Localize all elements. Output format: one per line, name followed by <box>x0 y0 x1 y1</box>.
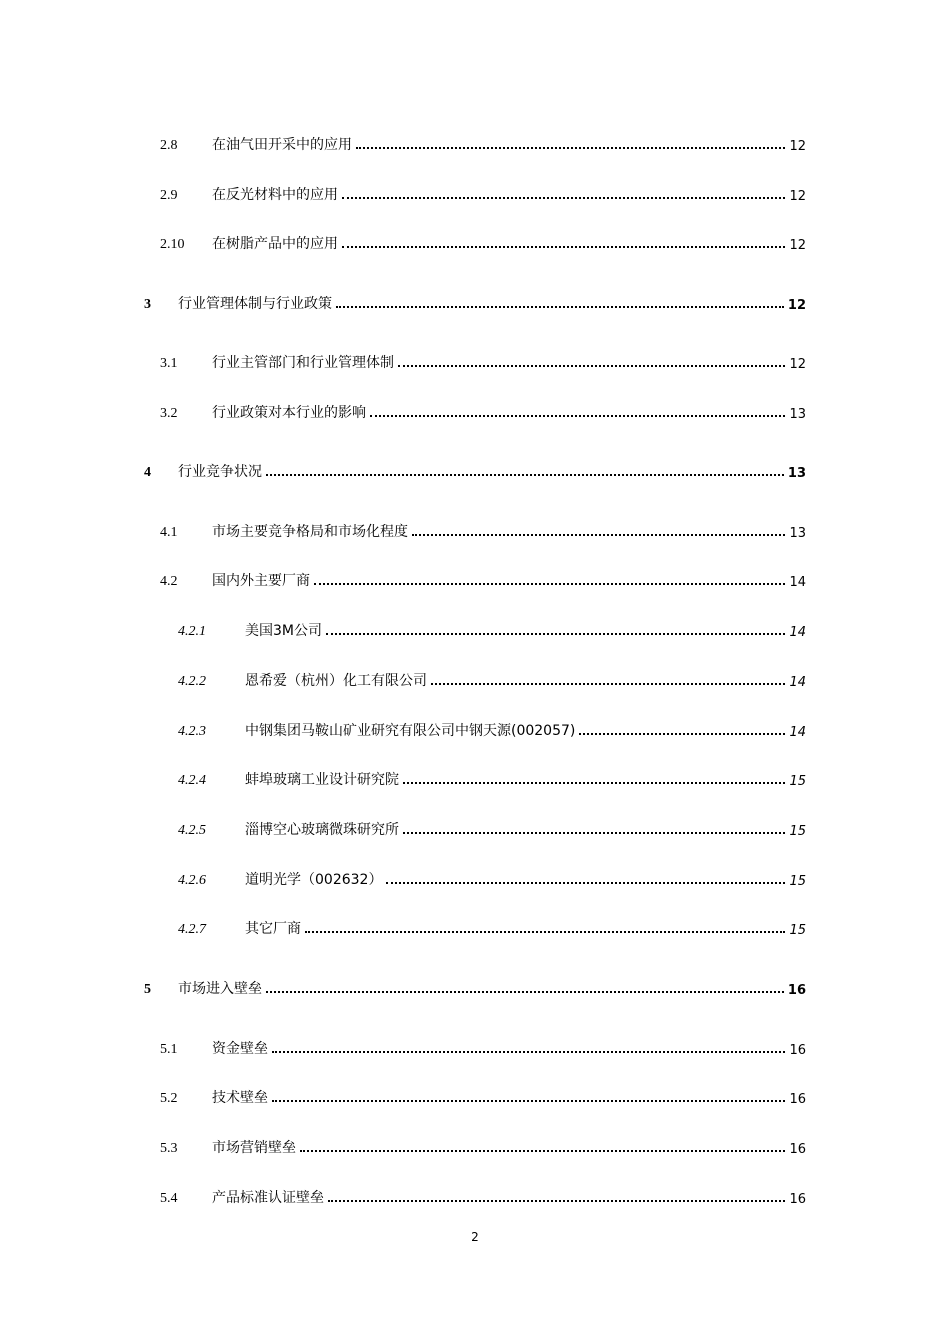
toc-entry-number: 4.2.3 <box>178 724 206 739</box>
toc-entry-subsection[interactable] <box>178 914 806 938</box>
toc-entry-page: 16 <box>789 1142 806 1157</box>
toc-entry-subsection[interactable] <box>178 666 806 690</box>
toc-entry-page: 14 <box>789 725 806 740</box>
toc-entry-page: 13 <box>789 407 806 422</box>
toc-entry[interactable] <box>160 348 806 372</box>
toc-entry-subsection[interactable] <box>178 716 806 740</box>
toc-dot-leader <box>579 733 785 735</box>
toc-entry-page: 16 <box>787 983 806 998</box>
toc-entry[interactable] <box>160 180 806 204</box>
page-number-footer: 2 <box>471 1230 479 1244</box>
toc-entry-number: 4 <box>144 465 151 480</box>
toc-entry-page: 16 <box>789 1092 806 1107</box>
toc-entry[interactable] <box>160 566 806 590</box>
toc-entry-number: 5.3 <box>160 1141 178 1156</box>
toc-dot-leader <box>342 197 785 199</box>
toc-entry-title: 行业政策对本行业的影响 <box>212 405 366 421</box>
toc-entry-number: 5.4 <box>160 1191 178 1206</box>
toc-entry-page: 15 <box>789 874 806 889</box>
toc-dot-leader <box>431 683 785 685</box>
toc-entry-chapter[interactable] <box>144 289 806 313</box>
toc-entry-title: 市场营销壁垒 <box>212 1140 296 1156</box>
toc-entry-title: 市场主要竞争格局和市场化程度 <box>212 524 408 540</box>
toc-entry-number: 4.1 <box>160 525 178 540</box>
toc-entry-number: 5.2 <box>160 1091 178 1106</box>
toc-entry-page: 13 <box>787 466 806 481</box>
toc-dot-leader <box>328 1200 785 1202</box>
toc-entry-title: 国内外主要厂商 <box>212 573 310 589</box>
toc-entry-number: 4.2.4 <box>178 773 206 788</box>
toc-entry[interactable] <box>160 229 806 253</box>
toc-entry-page: 14 <box>789 675 806 690</box>
toc-entry-title: 在树脂产品中的应用 <box>212 236 338 252</box>
toc-entry[interactable] <box>160 1133 806 1157</box>
toc-entry-title: 其它厂商 <box>245 921 301 937</box>
toc-entry-page: 12 <box>789 238 806 253</box>
toc-entry-number: 5 <box>144 982 151 997</box>
toc-entry-page: 16 <box>789 1043 806 1058</box>
toc-dot-leader <box>266 474 784 476</box>
toc-dot-leader <box>403 832 785 834</box>
toc-entry-title: 技术壁垒 <box>212 1090 268 1106</box>
toc-entry[interactable] <box>160 398 806 422</box>
toc-dot-leader <box>326 633 785 635</box>
toc-dot-leader <box>412 534 785 536</box>
toc-entry-title: 行业管理体制与行业政策 <box>178 296 332 312</box>
toc-entry-number: 4.2.7 <box>178 922 206 937</box>
toc-entry-number: 3.2 <box>160 406 178 421</box>
toc-entry-title: 行业主管部门和行业管理体制 <box>212 355 394 371</box>
toc-dot-leader <box>398 365 785 367</box>
toc-entry-page: 15 <box>789 824 806 839</box>
toc-dot-leader <box>386 882 785 884</box>
toc-entry-number: 3.1 <box>160 356 178 371</box>
toc-entry-page: 15 <box>789 774 806 789</box>
toc-entry[interactable] <box>160 130 806 154</box>
toc-entry-page: 14 <box>789 575 806 590</box>
toc-entry-number: 2.8 <box>160 138 178 153</box>
toc-dot-leader <box>336 306 784 308</box>
toc-entry-number: 4.2.6 <box>178 873 206 888</box>
toc-entry-title: 道明光学（002632） <box>245 872 383 888</box>
toc-entry-chapter[interactable] <box>144 974 806 998</box>
toc-entry-title: 恩希爱（杭州）化工有限公司 <box>245 673 427 689</box>
toc-entry-title: 在油气田开采中的应用 <box>212 137 352 153</box>
toc-entry-title: 美国3M公司 <box>245 623 322 639</box>
toc-entry[interactable] <box>160 1083 806 1107</box>
toc-entry-number: 4.2.2 <box>178 674 206 689</box>
toc-dot-leader <box>403 782 785 784</box>
toc-entry-title: 蚌埠玻璃工业设计研究院 <box>245 772 399 788</box>
toc-entry-number: 4.2.5 <box>178 823 206 838</box>
toc-entry-subsection[interactable] <box>178 815 806 839</box>
toc-entry-title: 淄博空心玻璃微珠研究所 <box>245 822 399 838</box>
toc-dot-leader <box>314 583 785 585</box>
toc-entry-title: 产品标准认证壁垒 <box>212 1190 324 1206</box>
toc-dot-leader <box>300 1150 785 1152</box>
toc-dot-leader <box>266 991 784 993</box>
toc-entry-page: 12 <box>789 357 806 372</box>
toc-entry-number: 3 <box>144 297 151 312</box>
toc-entry-page: 12 <box>789 139 806 154</box>
toc-dot-leader <box>305 931 785 933</box>
toc-entry-page: 14 <box>789 625 806 640</box>
toc-entry-title: 资金壁垒 <box>212 1041 268 1057</box>
toc-entry[interactable] <box>160 1183 806 1207</box>
toc-entry-title: 中钢集团马鞍山矿业研究有限公司中钢天源(002057) <box>245 723 576 739</box>
toc-dot-leader <box>342 246 785 248</box>
toc-entry-subsection[interactable] <box>178 616 806 640</box>
toc-entry-number: 2.9 <box>160 188 178 203</box>
toc-dot-leader <box>272 1051 785 1053</box>
toc-entry-number: 4.2.1 <box>178 624 206 639</box>
toc-entry-number: 4.2 <box>160 574 178 589</box>
toc-entry-number: 5.1 <box>160 1042 178 1057</box>
toc-dot-leader <box>370 415 785 417</box>
toc-entry-page: 16 <box>789 1192 806 1207</box>
toc-entry-subsection[interactable] <box>178 765 806 789</box>
toc-entry-chapter[interactable] <box>144 457 806 481</box>
toc-entry-page: 12 <box>789 189 806 204</box>
toc-entry-title: 市场进入壁垒 <box>178 981 262 997</box>
toc-entry-title: 在反光材料中的应用 <box>212 187 338 203</box>
toc-entry[interactable] <box>160 1034 806 1058</box>
toc-dot-leader <box>356 147 785 149</box>
toc-entry[interactable] <box>160 517 806 541</box>
toc-entry-number: 2.10 <box>160 237 185 252</box>
toc-entry-page: 13 <box>789 526 806 541</box>
toc-entry-page: 15 <box>789 923 806 938</box>
toc-entry-title: 行业竞争状况 <box>178 464 262 480</box>
toc-entry-subsection[interactable] <box>178 865 806 889</box>
toc-entry-page: 12 <box>787 298 806 313</box>
toc-dot-leader <box>272 1100 785 1102</box>
